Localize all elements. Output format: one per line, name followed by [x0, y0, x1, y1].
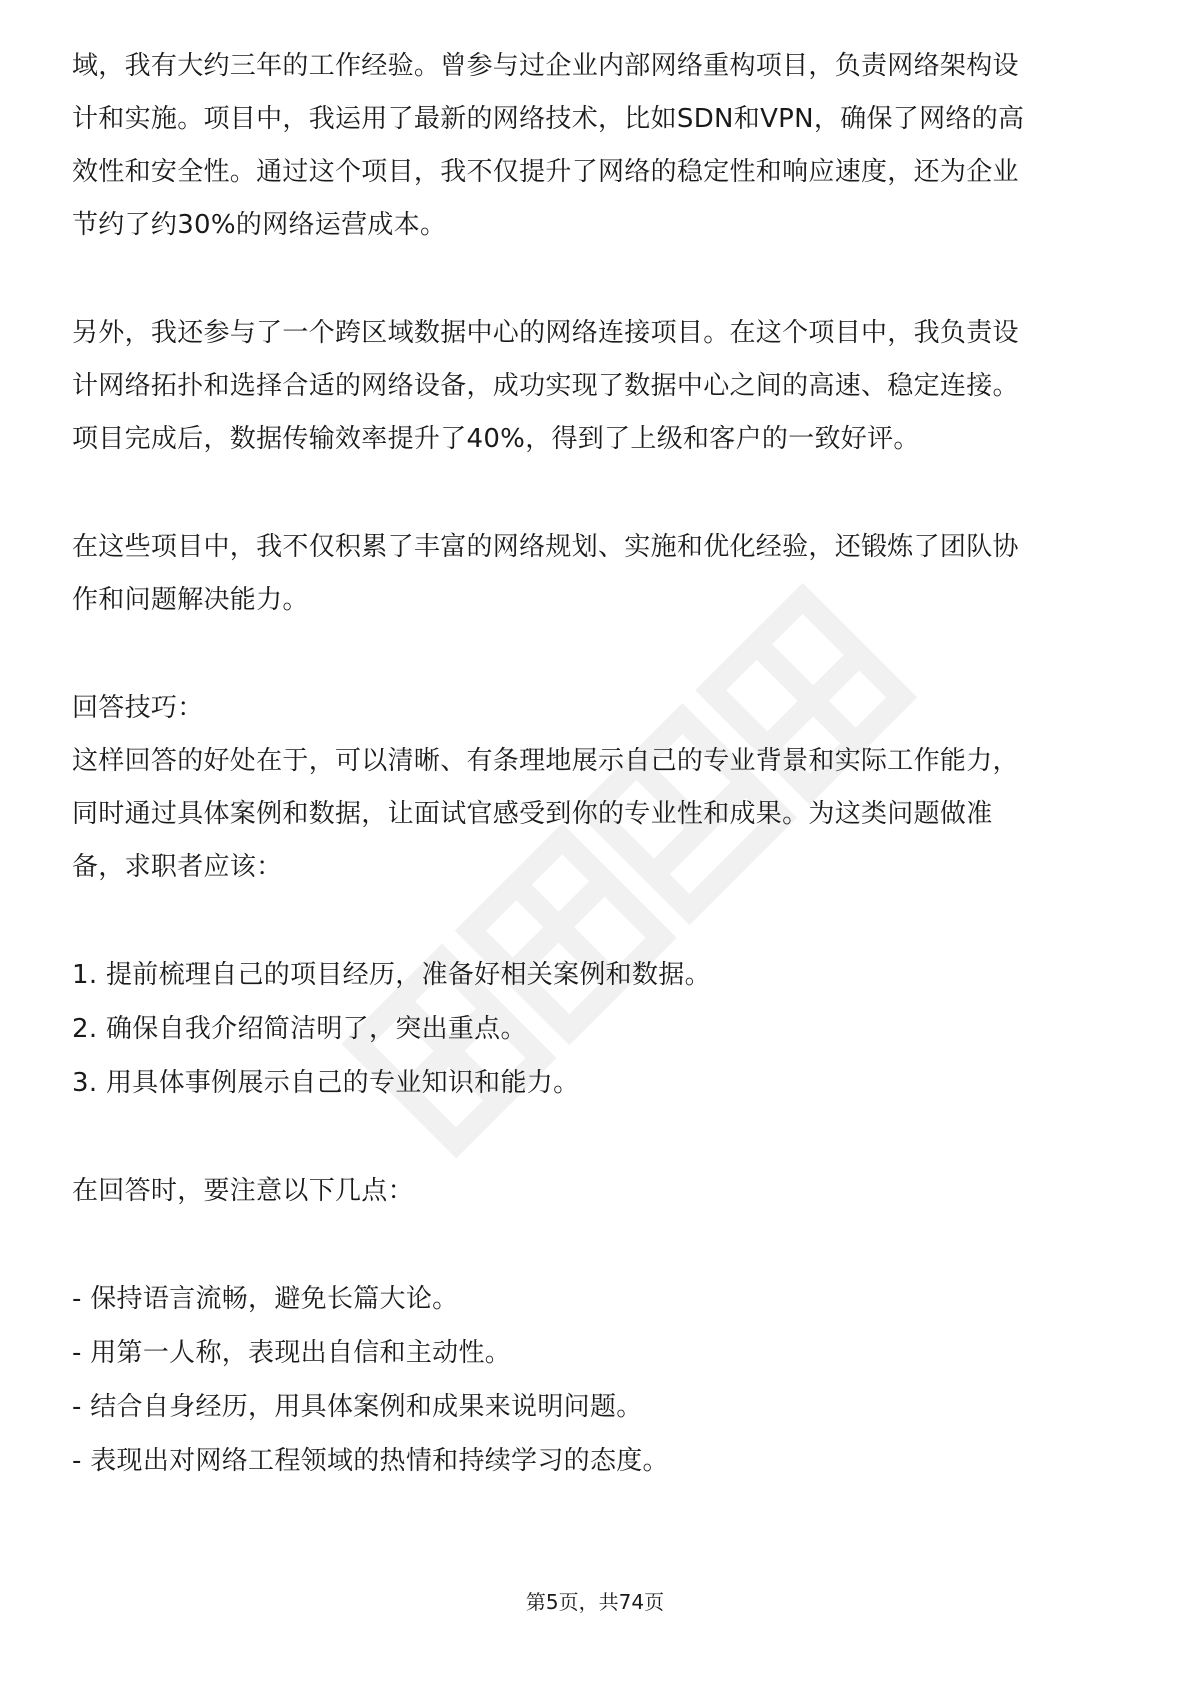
paragraph-line: 域，我有大约三年的工作经验。曾参与过企业内部网络重构项目，负责网络架构设 [72, 51, 1019, 81]
bullet-item: - 用第一人称，表现出自信和主动性。 [72, 1338, 512, 1368]
bullet-item: - 结合自身经历，用具体案例和成果来说明问题。 [72, 1392, 643, 1422]
paragraph-line: 项目完成后，数据传输效率提升了40%，得到了上级和客户的一致好评。 [72, 424, 920, 454]
paragraph-line: 另外，我还参与了一个跨区域数据中心的网络连接项目。在这个项目中，我负责设 [72, 318, 1019, 348]
paragraph-line: 这样回答的好处在于，可以清晰、有条理地展示自己的专业背景和实际工作能力， [72, 746, 1019, 776]
section-heading: 回答技巧： [72, 693, 204, 723]
paragraph-line: 计网络拓扑和选择合适的网络设备，成功实现了数据中心之间的高速、稳定连接。 [72, 371, 1019, 401]
numbered-item: 1. 提前梳理自己的项目经历，准备好相关案例和数据。 [72, 960, 711, 990]
bullet-item: - 表现出对网络工程领域的热情和持续学习的态度。 [72, 1446, 669, 1476]
paragraph-line: 节约了约30%的网络运营成本。 [72, 210, 447, 240]
paragraph-line: 计和实施。项目中，我运用了最新的网络技术，比如SDN和VPN，确保了网络的高 [72, 104, 1025, 134]
paragraph-line: 作和问题解决能力。 [72, 585, 309, 615]
paragraph-line: 在这些项目中，我不仅积累了丰富的网络规划、实施和优化经验，还锻炼了团队协 [72, 532, 1019, 562]
bullet-item: - 保持语言流畅，避免长篇大论。 [72, 1284, 459, 1314]
paragraph-line: 同时通过具体案例和数据，让面试官感受到你的专业性和成果。为这类问题做准 [72, 799, 993, 829]
numbered-item: 2. 确保自我介绍简洁明了，突出重点。 [72, 1014, 527, 1044]
paragraph-line: 备，求职者应该： [72, 852, 283, 882]
paragraph-line: 效性和安全性。通过这个项目，我不仅提升了网络的稳定性和响应速度，还为企业 [72, 157, 1019, 187]
section-heading: 在回答时，要注意以下几点： [72, 1176, 414, 1206]
page-number: 第5页，共74页 [525, 1590, 665, 1614]
numbered-item: 3. 用具体事例展示自己的专业知识和能力。 [72, 1068, 580, 1098]
